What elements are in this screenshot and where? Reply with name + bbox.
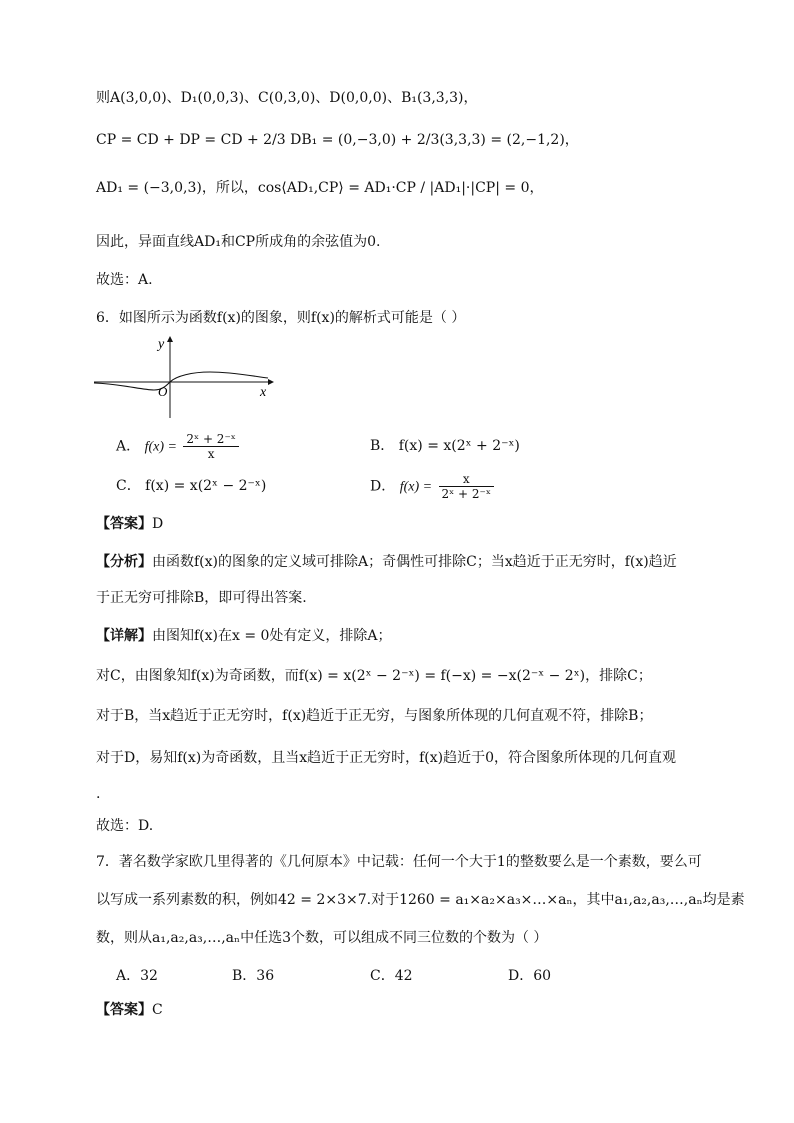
q7-option-c: C．42 bbox=[370, 968, 413, 984]
q7-option-d: D．60 bbox=[508, 968, 552, 984]
q6-option-a: A． f(x) = $\frac{\text{2ˣ + 2⁻ˣ}}{x}$ bbox=[116, 432, 241, 461]
q7-answer: 【答案】C bbox=[96, 1002, 163, 1018]
q6-stem: 6．如图所示为函数f(x)的图象，则f(x)的解析式可能是（ ） bbox=[96, 310, 466, 326]
q6-detail-2: 对C，由图象知f(x)为奇函数，而f(x) = x(2ˣ − 2⁻ˣ) = f(−x) = −x(2⁻ˣ − 2ˣ)，排除C； bbox=[96, 668, 652, 684]
q6-option-c: C． f(x) = x(2ˣ − 2⁻ˣ) bbox=[116, 478, 267, 494]
q6-choose: 故选：D. bbox=[96, 818, 154, 834]
function-curve bbox=[94, 372, 268, 390]
q6-option-b: B． f(x) = x(2ˣ + 2⁻ˣ) bbox=[370, 438, 520, 454]
q6-detail-4: 对于D，易知f(x)为奇函数，且当x趋近于正无穷时，f(x)趋近于0，符合图象所体现的几何直观 bbox=[96, 750, 677, 766]
q6-detail-3: 对于B，当x趋近于正无穷时，f(x)趋近于正无穷，与图象所体现的几何直观不符，排除B； bbox=[96, 708, 653, 724]
y-axis-label: y bbox=[158, 337, 165, 352]
q7-option-a: A．32 bbox=[116, 968, 158, 984]
q6-option-d: D． f(x) = $\frac{x}{\text{2ˣ + 2⁻ˣ}}$ bbox=[370, 472, 496, 501]
q6-answer: 【答案】D bbox=[96, 516, 164, 532]
vector-cp-line: CP = CD + DP = CD + 2/3 DB₁ = (0,−3,0) + 2/3(3,3,3) = (2,−1,2)， bbox=[96, 132, 579, 148]
q7-stem-3: 数，则从a₁,a₂,a₃,…,aₙ中任选3个数，可以组成不同三位数的个数为（ ） bbox=[96, 930, 548, 946]
option-a-fraction: $\frac{\text{2ˣ + 2⁻ˣ}}{x}$ bbox=[183, 432, 238, 461]
x-axis-arrow bbox=[268, 379, 274, 385]
origin-label: O bbox=[158, 384, 168, 399]
q7-option-b: B．36 bbox=[232, 968, 275, 984]
q6-function-graph bbox=[92, 334, 276, 422]
coords-line: 则A(3,0,0)、D₁(0,0,3)、C(0,3,0)、D(0,0,0)、B₁(3,3,3)， bbox=[96, 90, 478, 106]
y-axis-arrow bbox=[167, 336, 173, 342]
choice-a-line: 故选：A. bbox=[96, 272, 153, 288]
cosine-line: AD₁ = (−3,0,3)，所以，cos⟨AD₁,CP⟩ = AD₁·CP / |AD₁|·|CP| = 0， bbox=[96, 180, 544, 196]
q6-detail-1: 【详解】由图知f(x)在x = 0处有定义，排除A； bbox=[96, 628, 392, 644]
q7-stem-1: 7．著名数学家欧几里得著的《几何原本》中记载：任何一个大于1的整数要么是一个素数，要么可 bbox=[96, 854, 702, 870]
q6-analysis-2: 于正无穷可排除B，即可得出答案. bbox=[96, 590, 307, 606]
option-d-fraction: $\frac{x}{\text{2ˣ + 2⁻ˣ}}$ bbox=[439, 472, 494, 501]
q6-detail-5: . bbox=[96, 786, 101, 802]
q6-analysis-1: 【分析】由函数f(x)的图象的定义域可排除A；奇偶性可排除C；当x趋近于正无穷时，f(x)趋近 bbox=[96, 554, 677, 570]
x-axis-label: x bbox=[260, 385, 267, 400]
conclusion-line: 因此，异面直线AD₁和CP所成角的余弦值为0. bbox=[96, 234, 381, 250]
q7-stem-2: 以写成一系列素数的积，例如42 = 2×3×7.对于1260 = a₁×a₂×a₃×…×aₙ，其中a₁,a₂,a₃,…,aₙ均是素 bbox=[96, 892, 745, 908]
